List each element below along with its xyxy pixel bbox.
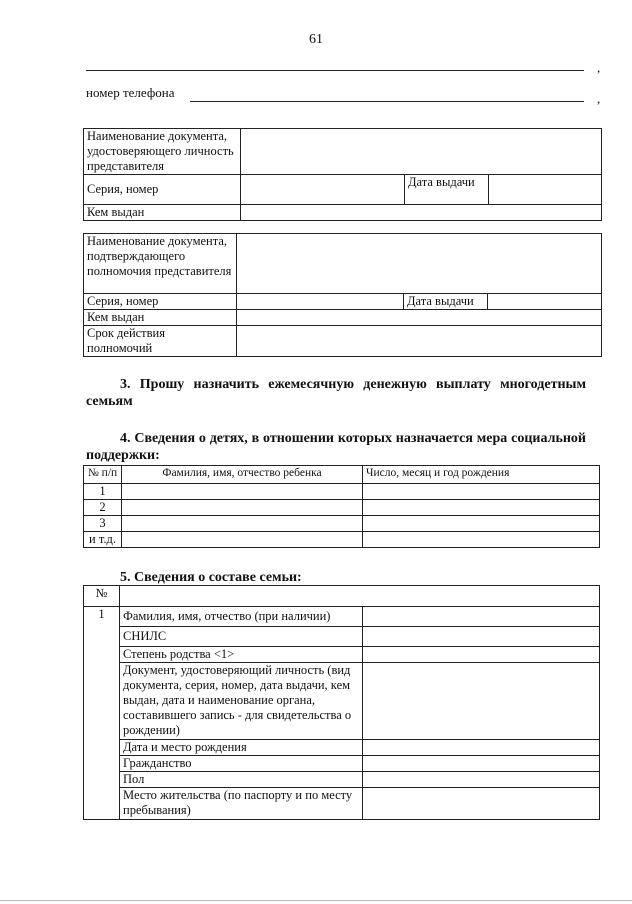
family-field-value	[363, 740, 600, 756]
children-row-name	[122, 484, 363, 500]
children-row-name	[122, 516, 363, 532]
family-field-label: СНИЛС	[120, 627, 363, 647]
authority-series-value	[237, 294, 404, 310]
children-row-number: 3	[84, 516, 122, 532]
family-field-label: Пол	[120, 772, 363, 788]
family-header-number: №	[84, 586, 120, 607]
section-3-heading: 3. Прошу назначить ежемесячную денежную выплату многодетным семьям	[86, 377, 586, 409]
family-field-label: Степень родства <1>	[120, 647, 363, 663]
family-field-value	[363, 788, 600, 820]
family-field-value	[363, 772, 600, 788]
family-table	[83, 585, 600, 820]
children-row-number: 2	[84, 500, 122, 516]
children-header-name: Фамилия, имя, отчество ребенка	[122, 466, 363, 484]
family-field-value	[363, 663, 600, 740]
authority-date-label: Дата выдачи	[404, 294, 488, 310]
family-field-label: Документ, удостоверяющий личность (вид документа, серия, номер, дата выдачи, кем выдан, дата и наименование органа, составившего запись - для свидетельства о рождении)	[120, 663, 363, 740]
children-row-birthdate	[363, 516, 600, 532]
family-field-value	[363, 607, 600, 627]
family-field-label: Место жительства (по паспорту и по месту пребывания)	[120, 788, 363, 820]
comma: ,	[597, 60, 601, 75]
document-name-value	[241, 129, 602, 175]
series-number-value	[241, 175, 405, 205]
children-header-number: № п/п	[84, 466, 122, 484]
family-field-label: Дата и место рождения	[120, 740, 363, 756]
authority-document-table	[83, 233, 602, 357]
authority-name-label: Наименование документа, подтверждающего полномочия представителя	[84, 234, 237, 294]
children-header-birthdate: Число, месяц и год рождения	[363, 466, 600, 484]
comma: ,	[597, 91, 601, 106]
family-field-label: Гражданство	[120, 756, 363, 772]
children-row-birthdate	[363, 532, 600, 548]
authority-validity-value	[237, 326, 602, 357]
issued-by-label: Кем выдан	[84, 205, 241, 221]
children-row-birthdate	[363, 484, 600, 500]
section-5-heading: 5. Сведения о составе семьи:	[120, 570, 302, 585]
document-name-label: Наименование документа, удостоверяющего личность представителя	[84, 129, 241, 175]
family-header-blank	[120, 586, 600, 607]
page-number: 61	[309, 32, 323, 47]
children-row-birthdate	[363, 500, 600, 516]
issue-date-value	[489, 175, 602, 205]
authority-issued-by-label: Кем выдан	[84, 310, 237, 326]
family-row-number: 1	[84, 607, 120, 820]
authority-date-value	[488, 294, 602, 310]
representative-document-table	[83, 128, 602, 221]
children-row-number: и т.д.	[84, 532, 122, 548]
family-field-label: Фамилия, имя, отчество (при наличии)	[120, 607, 363, 627]
family-field-value	[363, 627, 600, 647]
phone-label: номер телефона	[86, 85, 175, 100]
issue-date-label: Дата выдачи	[405, 175, 489, 205]
authority-series-label: Серия, номер	[84, 294, 237, 310]
children-row-number: 1	[84, 484, 122, 500]
section-4-heading: 4. Сведения о детях, в отношении которых назначается мера социальной поддержки:	[86, 431, 586, 463]
family-field-value	[363, 647, 600, 663]
authority-name-value	[237, 234, 602, 294]
blank-line	[86, 70, 584, 71]
children-table	[83, 465, 600, 548]
family-field-value	[363, 756, 600, 772]
authority-issued-by-value	[237, 310, 602, 326]
page-bottom-edge	[0, 900, 632, 901]
phone-blank-line	[190, 101, 584, 102]
children-row-name	[122, 500, 363, 516]
issued-by-value	[241, 205, 602, 221]
series-number-label: Серия, номер	[84, 175, 241, 205]
children-row-name	[122, 532, 363, 548]
authority-validity-label: Срок действия полномочий	[84, 326, 237, 357]
